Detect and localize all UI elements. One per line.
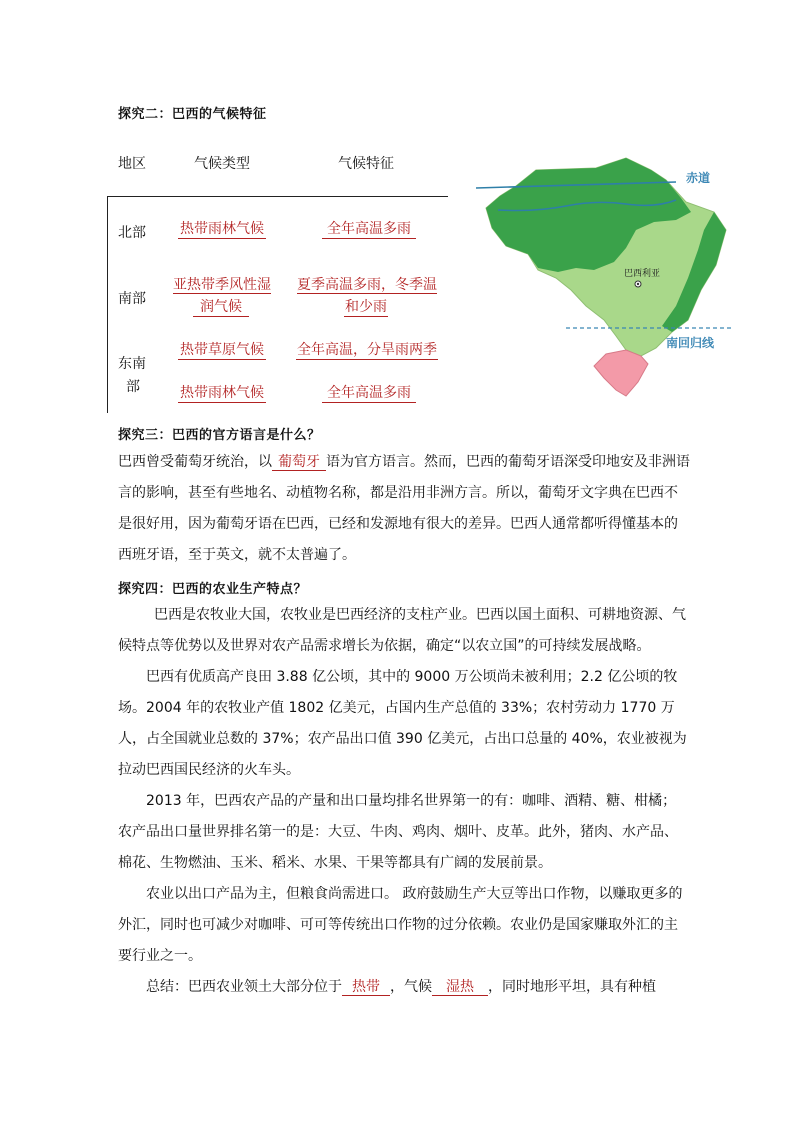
summary-answer-1: 热带 [342,979,390,996]
climate-type-north: 热带雨林气候 [180,221,264,237]
section4-title: 探究四：巴西的农业生产特点？ [118,582,308,597]
climate-feature-southeast-1: 全年高温，分旱雨两季 [297,342,437,358]
brazil-climate-map [476,150,734,400]
agri-summary: 总结：巴西农业领土大部分位于 热带 ，气候 湿热 ，同时地形平坦，具有种植 [146,979,656,995]
climate-type-southeast-1: 热带草原气候 [180,342,264,358]
section4-paragraphs [118,600,690,1003]
section3-title: 探究三：巴西的官方语言是什么？ [118,428,321,443]
climate-type-south-line2: 润气候 [193,298,249,317]
header-climate-type: 气候类型 [194,156,250,172]
region-north: 北部 [118,225,146,241]
map-equator-label: 赤道 [686,171,711,185]
climate-feature-southeast-2: 全年高温多雨 [322,384,416,403]
section2-title: 探究二：巴西的气候特征 [118,107,267,122]
region-southeast-line2: 部 [126,379,140,395]
climate-type-south-line1: 亚热带季风性湿 [173,277,271,293]
climate-type-southeast-2: 热带雨林气候 [180,385,264,401]
section3-paragraph: 巴西曾受葡萄牙统治，以 葡萄牙 语为官方语言。然而，巴西的葡萄牙语深受印地安及非洲语言的影响，甚至有些地名、动植物名称，都是沿用非洲方言。所以，葡萄牙文字典在巴西不是很好用，因为葡萄牙语在巴西，已经和发源地有很大的差异。巴西人通常都听得懂基本的西班牙语，至于英文，就不太普遍了。 [118,454,690,563]
map-subtropical-south [594,350,648,396]
table-left-border [107,196,108,413]
agri-paragraph-3: 2013 年，巴西农产品的产量和出口量均排名世界第一的有：咖啡、酒精、糖、柑橘；农产品出口量世界排名第一的是：大豆、牛肉、鸡肉、烟叶、皮革。此外，猪肉、水产品、棉花、生物燃油、玉米、稻米、水果、干果等都具有广阔的发展前景。 [118,793,678,871]
language-answer: 葡萄牙 [272,454,326,471]
header-region: 地区 [118,156,146,172]
agri-paragraph-1: 巴西是农牧业大国，农牧业是巴西经济的支柱产业。巴西以国土面积、可耕地资源、气候特点等优势以及世界对农产品需求增长为依据，确定“以农立国”的可持续发展战略。 [118,607,686,654]
agri-paragraph-2: 巴西有优质高产良田 3.88 亿公顷，其中的 9000 万公顷尚未被利用；2.2 亿公顷的牧场。2004 年的农牧业产值 1802 亿美元，占国内生产总值的 33%；农村劳动力 1770 万人，占全国就业总数的 37%；农产品出口值 390 亿美元，占出口总量的 40%，农业被视为拉动巴西国民经济的火车头。 [118,669,687,778]
region-south: 南部 [118,291,146,307]
climate-feature-south-line1: 夏季高温多雨，冬季温 [297,277,437,293]
table-top-border [107,196,448,197]
map-tropic-label: 南回归线 [666,336,715,350]
climate-feature-south-line2: 和少雨 [345,299,387,315]
summary-answer-2: 湿热 [432,979,488,996]
region-southeast-line1: 东南 [118,356,146,372]
agri-paragraph-4: 农业以出口产品为主，但粮食尚需进口。 政府鼓励生产大豆等出口作物，以赚取更多的外汇，同时也可减少对咖啡、可可等传统出口作物的过分依赖。农业仍是国家赚取外汇的主要行业之一。 [118,886,683,964]
map-capital-label: 巴西利亚 [624,269,661,279]
climate-feature-north: 全年高温多雨 [322,220,416,239]
header-climate-feature: 气候特征 [338,156,394,172]
